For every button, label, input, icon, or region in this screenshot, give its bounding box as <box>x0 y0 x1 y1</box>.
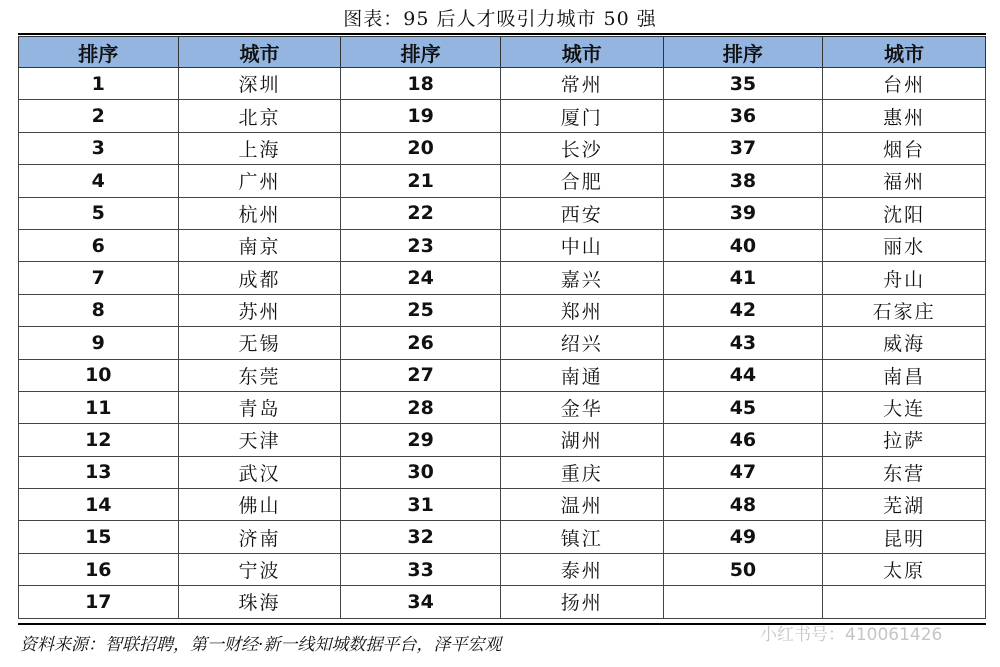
rank-cell: 36 <box>663 100 823 132</box>
rank-cell: 10 <box>19 359 179 391</box>
table-title: 图表：95 后人才吸引力城市 50 强 <box>343 8 657 30</box>
city-cell: 重庆 <box>500 456 663 488</box>
rank-cell: 25 <box>341 294 501 326</box>
table-row <box>19 294 986 326</box>
city-cell: 湖州 <box>500 424 663 456</box>
header-row <box>19 37 986 68</box>
rank-cell: 27 <box>341 359 501 391</box>
city-cell: 中山 <box>500 229 663 261</box>
table-row <box>19 262 986 294</box>
city-cell: 杭州 <box>178 197 341 229</box>
city-cell: 石家庄 <box>823 294 986 326</box>
city-cell: 合肥 <box>500 165 663 197</box>
rank-cell: 42 <box>663 294 823 326</box>
table-row <box>19 553 986 585</box>
city-cell: 深圳 <box>178 68 341 100</box>
city-cell: 宁波 <box>178 553 341 585</box>
city-cell: 拉萨 <box>823 424 986 456</box>
city-cell: 福州 <box>823 165 986 197</box>
city-cell: 无锡 <box>178 327 341 359</box>
rank-cell: 15 <box>19 521 179 553</box>
city-cell: 沈阳 <box>823 197 986 229</box>
rank-cell: 14 <box>19 489 179 521</box>
rank-cell: 21 <box>341 165 501 197</box>
city-cell: 上海 <box>178 132 341 164</box>
city-cell: 温州 <box>500 489 663 521</box>
rank-cell <box>663 586 823 618</box>
rank-cell: 13 <box>19 456 179 488</box>
city-cell: 苏州 <box>178 294 341 326</box>
city-cell: 扬州 <box>500 586 663 618</box>
rank-cell: 18 <box>341 68 501 100</box>
city-cell: 绍兴 <box>500 327 663 359</box>
city-cell: 南通 <box>500 359 663 391</box>
city-cell: 济南 <box>178 521 341 553</box>
rank-cell: 43 <box>663 327 823 359</box>
table-row <box>19 586 986 618</box>
rank-cell: 5 <box>19 197 179 229</box>
rank-cell: 20 <box>341 132 501 164</box>
table-body <box>19 68 986 619</box>
rank-cell: 45 <box>663 391 823 423</box>
rank-cell: 38 <box>663 165 823 197</box>
rank-cell: 31 <box>341 489 501 521</box>
table-row <box>19 68 986 100</box>
table-row <box>19 229 986 261</box>
rank-cell: 46 <box>663 424 823 456</box>
rank-cell: 49 <box>663 521 823 553</box>
city-cell: 舟山 <box>823 262 986 294</box>
city-cell: 成都 <box>178 262 341 294</box>
rank-cell: 48 <box>663 489 823 521</box>
city-cell: 南昌 <box>823 359 986 391</box>
city-cell: 西安 <box>500 197 663 229</box>
rank-cell: 24 <box>341 262 501 294</box>
table-row <box>19 456 986 488</box>
rank-cell: 11 <box>19 391 179 423</box>
rank-cell: 23 <box>341 229 501 261</box>
city-cell: 镇江 <box>500 521 663 553</box>
rank-cell: 34 <box>341 586 501 618</box>
rank-cell: 12 <box>19 424 179 456</box>
city-cell: 郑州 <box>500 294 663 326</box>
rank-cell: 30 <box>341 456 501 488</box>
header-rank: 排序 <box>19 37 179 68</box>
city-cell: 台州 <box>823 68 986 100</box>
rank-cell: 40 <box>663 229 823 261</box>
rank-cell: 22 <box>341 197 501 229</box>
rank-cell: 39 <box>663 197 823 229</box>
watermark: 小红书号：410061426 <box>760 625 943 645</box>
rank-cell: 1 <box>19 68 179 100</box>
table-row <box>19 391 986 423</box>
city-cell: 武汉 <box>178 456 341 488</box>
rank-cell: 3 <box>19 132 179 164</box>
rank-cell: 7 <box>19 262 179 294</box>
city-cell: 厦门 <box>500 100 663 132</box>
rank-cell: 26 <box>341 327 501 359</box>
city-cell: 芜湖 <box>823 489 986 521</box>
city-cell: 大连 <box>823 391 986 423</box>
table-row <box>19 521 986 553</box>
header-city: 城市 <box>500 37 663 68</box>
city-cell: 青岛 <box>178 391 341 423</box>
rank-cell: 41 <box>663 262 823 294</box>
city-cell: 嘉兴 <box>500 262 663 294</box>
header-rank: 排序 <box>663 37 823 68</box>
rank-cell: 50 <box>663 553 823 585</box>
table-row <box>19 100 986 132</box>
city-cell: 威海 <box>823 327 986 359</box>
ranking-table <box>18 36 986 619</box>
city-cell: 昆明 <box>823 521 986 553</box>
rank-cell: 28 <box>341 391 501 423</box>
rank-cell: 9 <box>19 327 179 359</box>
city-cell <box>823 586 986 618</box>
table-row <box>19 165 986 197</box>
rank-cell: 17 <box>19 586 179 618</box>
header-city: 城市 <box>178 37 341 68</box>
city-cell: 太原 <box>823 553 986 585</box>
rank-cell: 16 <box>19 553 179 585</box>
rank-cell: 6 <box>19 229 179 261</box>
city-cell: 珠海 <box>178 586 341 618</box>
table-row <box>19 489 986 521</box>
rank-cell: 35 <box>663 68 823 100</box>
rank-cell: 37 <box>663 132 823 164</box>
rank-cell: 29 <box>341 424 501 456</box>
top-rule <box>18 33 986 35</box>
city-cell: 金华 <box>500 391 663 423</box>
city-cell: 常州 <box>500 68 663 100</box>
header-city: 城市 <box>823 37 986 68</box>
rank-cell: 8 <box>19 294 179 326</box>
rank-cell: 19 <box>341 100 501 132</box>
table-row <box>19 359 986 391</box>
table-row <box>19 327 986 359</box>
table-row <box>19 424 986 456</box>
city-cell: 广州 <box>178 165 341 197</box>
rank-cell: 32 <box>341 521 501 553</box>
city-cell: 佛山 <box>178 489 341 521</box>
city-cell: 东莞 <box>178 359 341 391</box>
city-cell: 天津 <box>178 424 341 456</box>
source-note: 资料来源：智联招聘，第一财经·新一线知城数据平台，泽平宏观 <box>20 635 502 655</box>
city-cell: 北京 <box>178 100 341 132</box>
rank-cell: 33 <box>341 553 501 585</box>
rank-cell: 4 <box>19 165 179 197</box>
city-cell: 泰州 <box>500 553 663 585</box>
city-cell: 惠州 <box>823 100 986 132</box>
table-row <box>19 197 986 229</box>
city-cell: 东营 <box>823 456 986 488</box>
city-cell: 南京 <box>178 229 341 261</box>
rank-cell: 2 <box>19 100 179 132</box>
city-cell: 丽水 <box>823 229 986 261</box>
rank-cell: 44 <box>663 359 823 391</box>
header-rank: 排序 <box>341 37 501 68</box>
city-cell: 长沙 <box>500 132 663 164</box>
city-cell: 烟台 <box>823 132 986 164</box>
rank-cell: 47 <box>663 456 823 488</box>
table-row <box>19 132 986 164</box>
